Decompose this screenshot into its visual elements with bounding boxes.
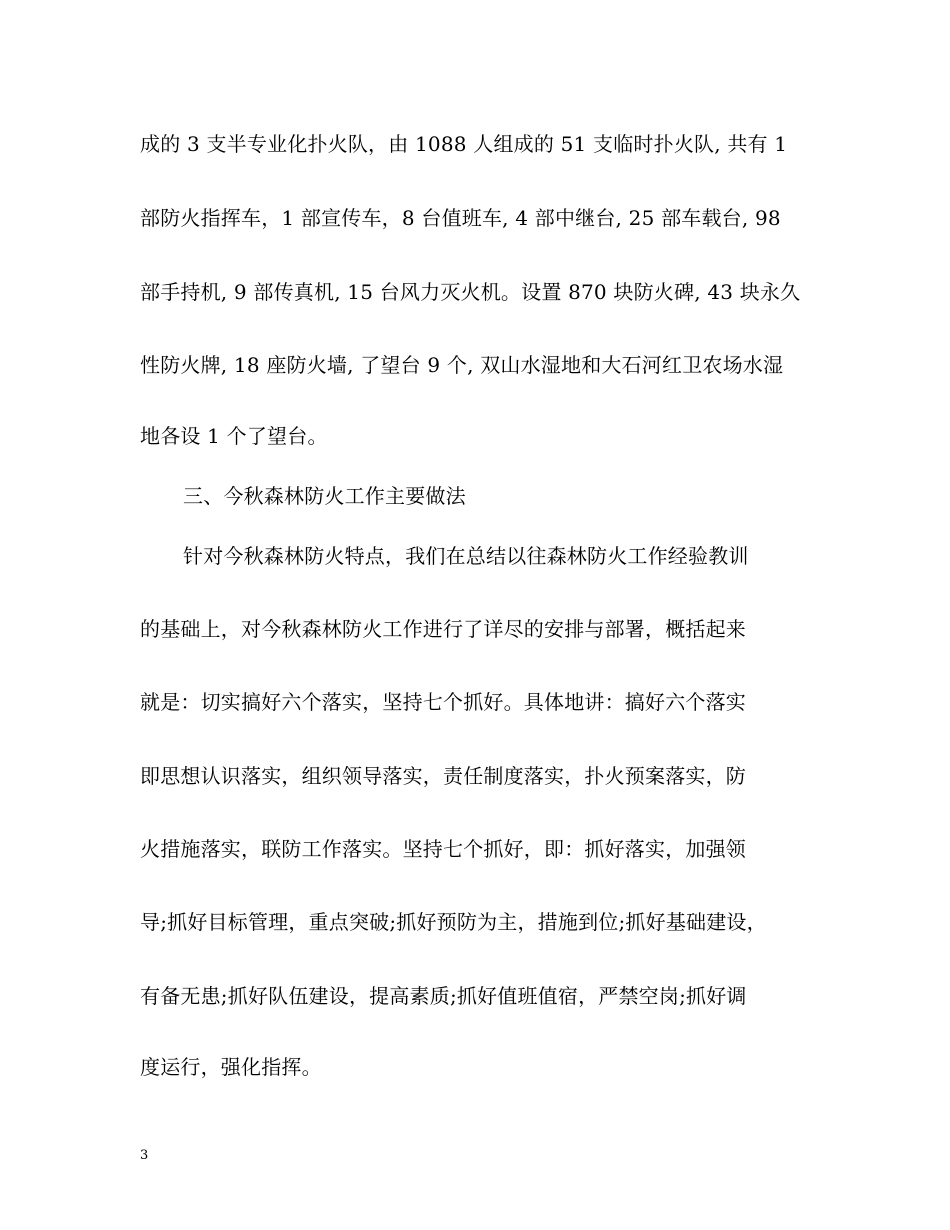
body-text-line: 成的 3 支半专业化扑火队，由 1088 人组成的 51 支临时扑火队, 共有 1 <box>140 132 788 156</box>
body-text-line: 部防火指挥车，1 部宣传车，8 台值班车, 4 部中继台, 25 部车载台, 98 <box>140 206 781 230</box>
body-text-line: 部手持机, 9 部传真机, 15 台风力灭火机。设置 870 块防火碑, 43 块永久 <box>140 280 801 304</box>
body-text-line: 即思想认识落实，组织领导落实，责任制度落实，扑火预案落实，防 <box>140 764 746 788</box>
body-text-line: 导;抓好目标管理，重点突破;抓好预防为主，措施到位;抓好基础建设， <box>140 910 767 934</box>
section-heading: 三、今秋森林防火工作主要做法 <box>183 484 466 508</box>
paragraph-first-line: 针对今秋森林防火特点，我们在总结以往森林防火工作经验教训 <box>183 544 749 568</box>
body-text-line: 的基础上，对今秋森林防火工作进行了详尽的安排与部署，概括起来 <box>140 617 746 641</box>
body-text-line: 有备无患;抓好队伍建设，提高素质;抓好值班值宿，严禁空岗;抓好调 <box>140 984 747 1008</box>
body-text-line: 火措施落实，联防工作落实。坚持七个抓好，即：抓好落实，加强领 <box>140 837 746 861</box>
body-text-line: 度运行，强化指挥。 <box>140 1055 322 1079</box>
body-text-line: 性防火牌, 18 座防火墙, 了望台 9 个, 双山水湿地和大石河红卫农场水湿 <box>140 353 784 377</box>
page-number: 3 <box>140 1148 149 1163</box>
body-text-line: 就是：切实搞好六个落实，坚持七个抓好。具体地讲：搞好六个落实 <box>140 690 746 714</box>
body-text-line: 地各设 1 个了望台。 <box>140 424 328 448</box>
